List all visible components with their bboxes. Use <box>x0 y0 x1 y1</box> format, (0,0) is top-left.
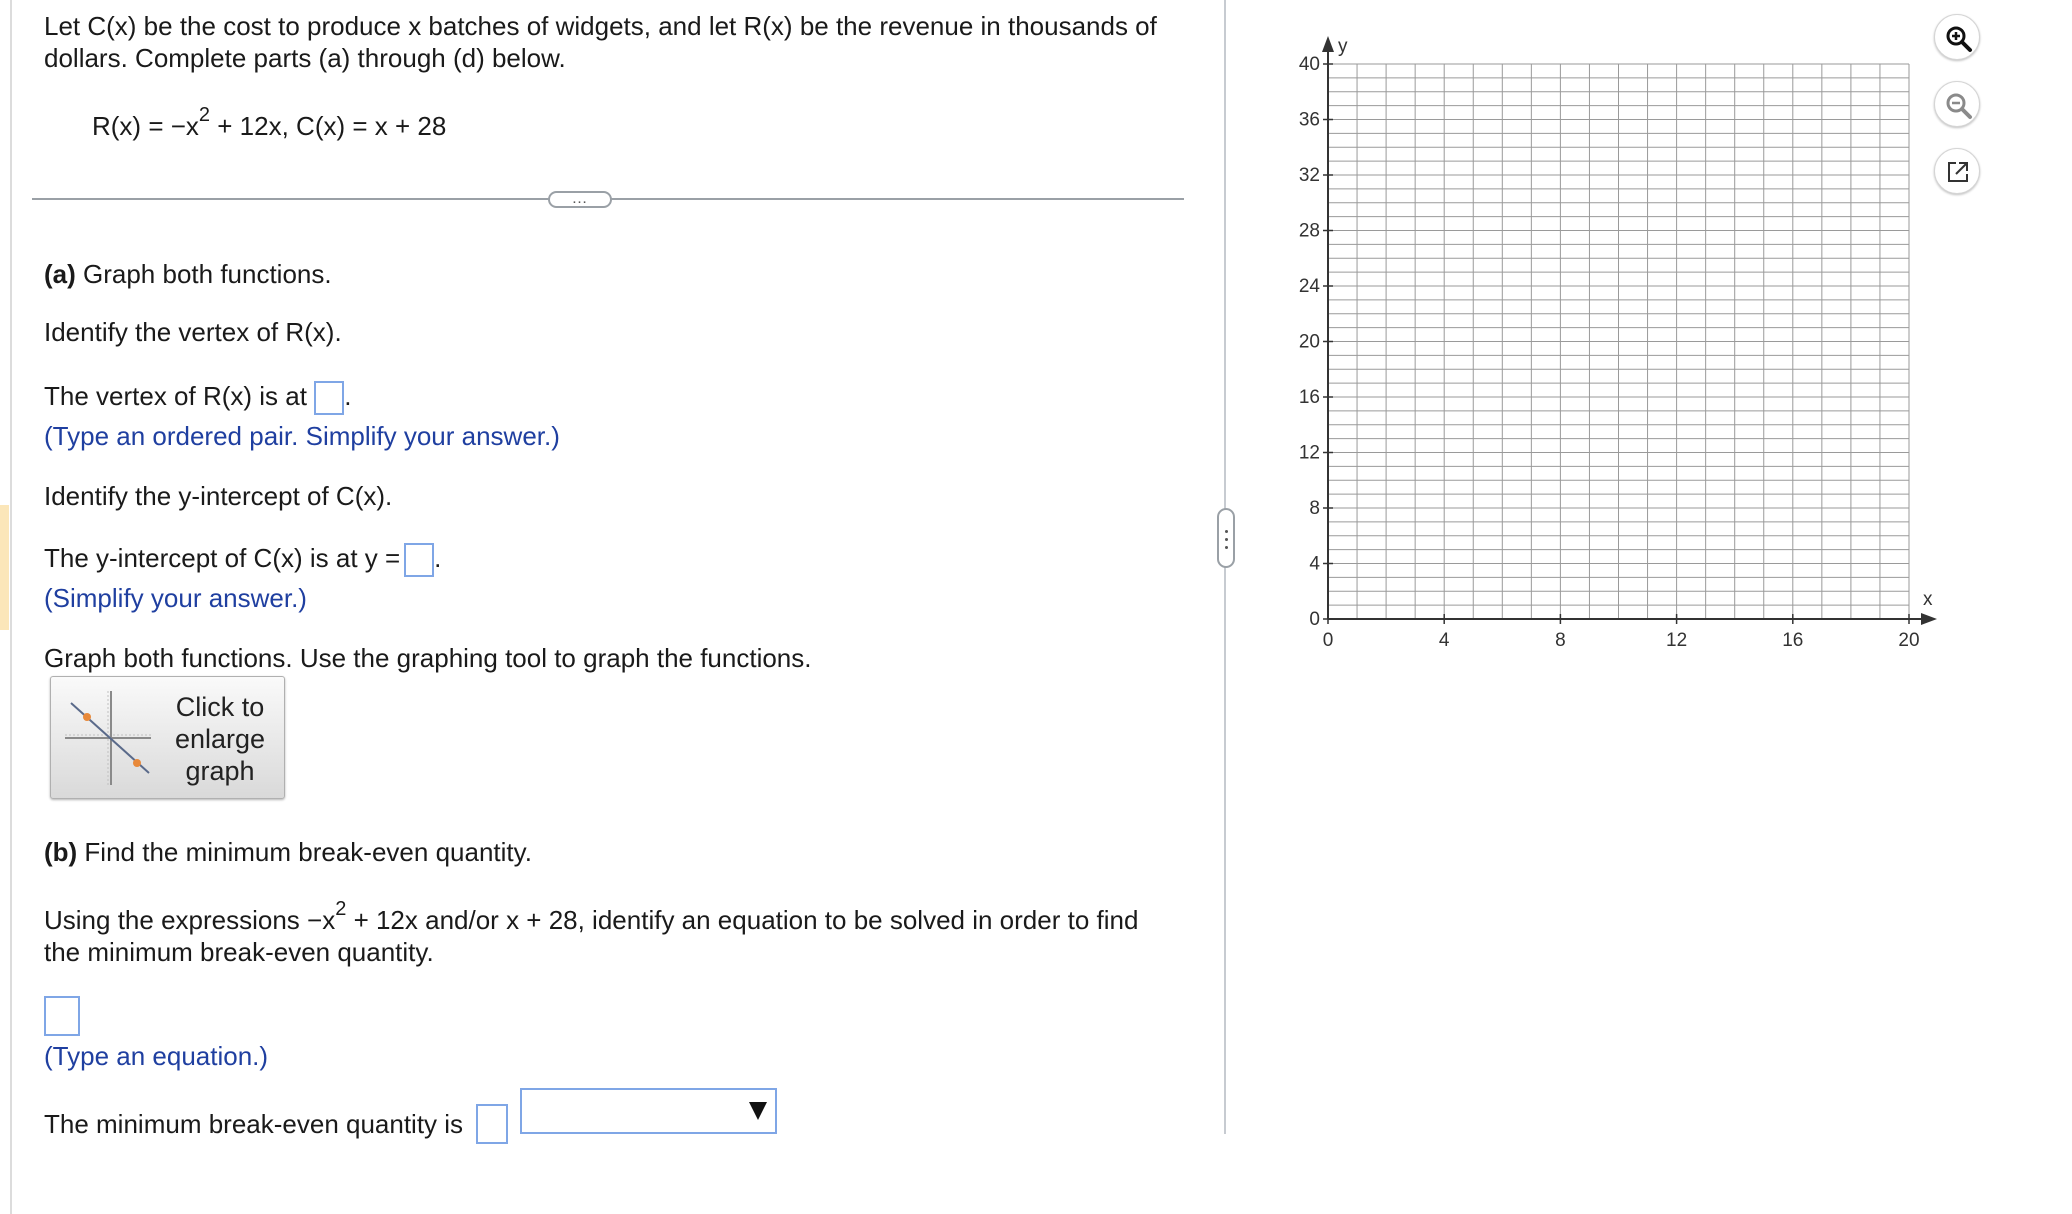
quantity-units-dropdown[interactable] <box>520 1088 777 1134</box>
dropdown-arrow-icon <box>747 1100 769 1122</box>
formula-part-a: R(x) = −x <box>92 111 199 141</box>
y-tick-label: 40 <box>1298 54 1320 75</box>
part-b-heading <box>44 836 532 868</box>
x-tick-label: 4 <box>1438 630 1450 651</box>
y-tick-label: 12 <box>1298 442 1320 464</box>
y-tick-label: 16 <box>1298 387 1320 408</box>
x-tick-label: 16 <box>1782 630 1804 651</box>
yint-answer-line: The y-intercept of C(x) is at y = . <box>44 542 441 577</box>
vertex-hint: (Type an ordered pair. Simplify your answer.) <box>44 421 560 451</box>
vertex-answer-prefix: The vertex of R(x) is at <box>44 381 307 411</box>
x-tick-label: 8 <box>1555 630 1566 651</box>
function-definitions <box>92 104 447 145</box>
equation-answer-input[interactable] <box>44 996 80 1036</box>
formula-part-b: + 12x, C(x) = x + 28 <box>210 111 447 141</box>
y-tick-label: 4 <box>1309 553 1320 575</box>
graph-instruction: Graph both functions. Use the graphing tool to graph the functions. <box>44 643 812 673</box>
yint-answer-input[interactable] <box>404 543 434 577</box>
quantity-answer-input[interactable] <box>476 1104 508 1144</box>
popout-icon <box>1944 158 1972 186</box>
part-b-heading-text: Find the minimum break-even quantity. <box>77 837 532 867</box>
instruction-part-a: Using the expressions −x <box>44 905 336 935</box>
instruction-part-b: + 12x and/or x + 28, identify an equation to be solved in order to find <box>346 905 1139 935</box>
y-tick-label: 8 <box>1309 498 1320 519</box>
yint-answer-prefix: The y-intercept of C(x) is at y = <box>44 543 401 573</box>
y-axis-label: y <box>1338 36 1348 57</box>
show-more-button[interactable]: … <box>548 191 612 208</box>
vertex-prompt: Identify the vertex of R(x). <box>44 317 342 347</box>
graph-panel <box>1270 14 1933 664</box>
part-a-label: (a) <box>44 259 76 289</box>
enlarge-graph-button[interactable] <box>50 676 285 799</box>
popout-button[interactable] <box>1934 148 1980 194</box>
y-tick-label: 20 <box>1298 331 1320 353</box>
zoom-out-button[interactable] <box>1934 81 1980 127</box>
y-tick-label: 24 <box>1298 276 1320 297</box>
intro-line-1: Let C(x) be the cost to produce x batches of widgets, and let R(x) be the revenue in thousands of <box>44 11 1157 41</box>
x-axis-arrow <box>1921 613 1937 625</box>
y-tick-label: 28 <box>1298 220 1320 242</box>
y-tick-label: 32 <box>1298 165 1320 186</box>
yint-hint: (Simplify your answer.) <box>44 583 307 613</box>
x-tick-label: 12 <box>1666 630 1688 651</box>
y-tick-label: 36 <box>1298 109 1320 131</box>
x-tick-label: 20 <box>1898 630 1920 651</box>
y-axis-arrow <box>1322 36 1334 52</box>
part-a-heading <box>44 258 332 290</box>
x-tick-label: 0 <box>1322 630 1334 651</box>
quantity-prefix: The minimum break-even quantity is <box>44 1109 464 1139</box>
vertex-answer-line: The vertex of R(x) is at . <box>44 380 351 415</box>
pane-resize-handle[interactable] <box>1217 508 1235 568</box>
zoom-out-icon <box>1944 91 1972 119</box>
zoom-in-icon <box>1944 24 1972 52</box>
x-axis-label: x <box>1923 589 1933 610</box>
zoom-in-button[interactable] <box>1934 14 1980 60</box>
intro-line-2: dollars. Complete parts (a) through (d) below. <box>44 43 566 73</box>
instruction-exponent: 2 <box>335 898 347 920</box>
graph-thumbnail-icon <box>57 683 157 793</box>
y-tick-label: 0 <box>1309 609 1320 630</box>
equation-hint: (Type an equation.) <box>44 1041 269 1071</box>
vertex-answer-input[interactable] <box>314 381 344 415</box>
formula-exponent: 2 <box>198 104 211 126</box>
yint-prompt: Identify the y-intercept of C(x). <box>44 481 393 511</box>
part-b-instruction-line-1 <box>44 898 1139 939</box>
part-b-label: (b) <box>44 837 78 867</box>
enlarge-graph-label: Click to enlarge graph <box>174 692 266 786</box>
part-b-instruction-line-2: the minimum break-even quantity. <box>44 937 434 967</box>
part-a-heading-text: Graph both functions. <box>75 259 332 289</box>
